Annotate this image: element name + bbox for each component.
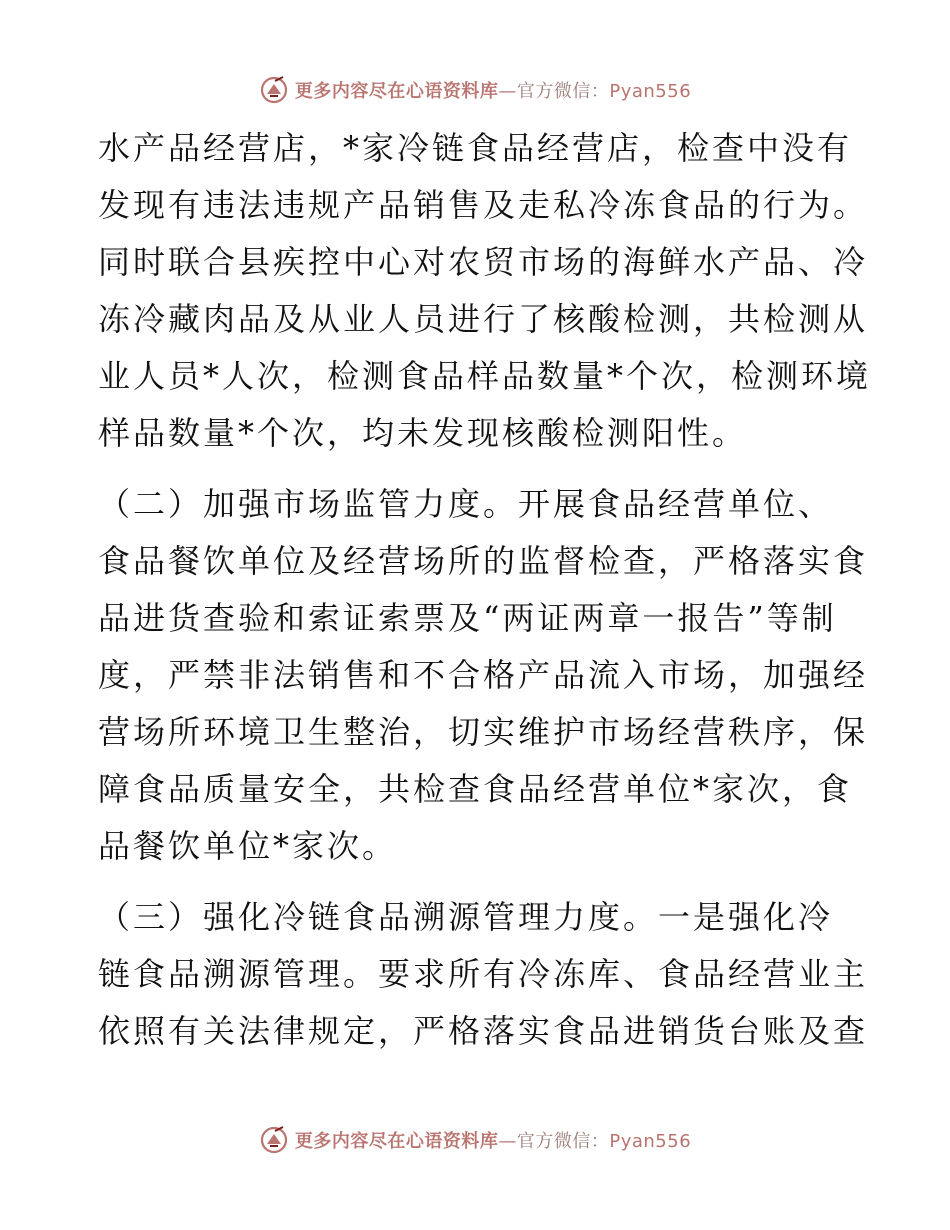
book-pen-logo-icon (259, 1125, 289, 1155)
watermark-dash: — (498, 81, 517, 102)
watermark-dash: — (498, 1131, 517, 1152)
text-line: 食品餐饮单位及经营场所的监督检查，严格落实食 (98, 542, 869, 580)
watermark-header (0, 68, 950, 112)
watermark-footer (0, 1118, 950, 1162)
watermark-wechat-handle: Pyan556 (609, 81, 692, 102)
text-line: 障食品质量安全，共检查食品经营单位*家次，食 (98, 770, 853, 808)
paragraph-spacer (98, 875, 858, 889)
paragraph-spacer (98, 462, 858, 476)
text-line: 依照有关法律规定，严格落实食品进销货台账及查 (98, 1012, 869, 1050)
text-line: （三）强化冷链食品溯源管理力度。一是强化冷 (98, 898, 834, 936)
watermark-wechat-label: 官方微信： (516, 1131, 610, 1152)
watermark-wechat-handle: Pyan556 (609, 1131, 692, 1152)
paragraph-1 (98, 120, 872, 462)
paragraph-2 (98, 476, 869, 875)
text-line: 水产品经营店，*家冷链食品经营店，检查中没有 (98, 129, 853, 167)
text-line: 发现有违法违规产品销售及走私冷冻食品的行为。 (98, 186, 869, 224)
text-line: 同时联合县疾控中心对农贸市场的海鲜水产品、冷 (98, 243, 869, 281)
text-line: 样品数量*个次，均未发现核酸检测阳性。 (98, 414, 748, 452)
text-line: 业人员*人次，检测食品样品数量*个次，检测环境 (98, 357, 872, 395)
text-line: 品餐饮单位*家次。 (98, 827, 398, 865)
book-pen-logo-icon (259, 75, 289, 105)
text-line: 冻冷藏肉品及从业人员进行了核酸检测，共检测从 (98, 300, 869, 338)
document-body (98, 120, 872, 1060)
paragraph-3 (98, 889, 869, 1060)
watermark-text: 更多内容尽在心语资料库 (294, 1131, 499, 1152)
watermark-wechat-label: 官方微信： (516, 81, 610, 102)
watermark-text-group (295, 1127, 691, 1153)
text-line: 营场所环境卫生整治，切实维护市场经营秩序，保 (98, 713, 869, 751)
watermark-text: 更多内容尽在心语资料库 (294, 81, 499, 102)
watermark-text-group (295, 77, 691, 103)
text-line: （二）加强市场监管力度。开展食品经营单位、 (98, 485, 834, 523)
text-line: 品进货查验和索证索票及“两证两章一报告”等制 (98, 599, 837, 637)
text-line: 度，严禁非法销售和不合格产品流入市场，加强经 (98, 656, 869, 694)
text-line: 链食品溯源管理。要求所有冷冻库、食品经营业主 (98, 955, 869, 993)
